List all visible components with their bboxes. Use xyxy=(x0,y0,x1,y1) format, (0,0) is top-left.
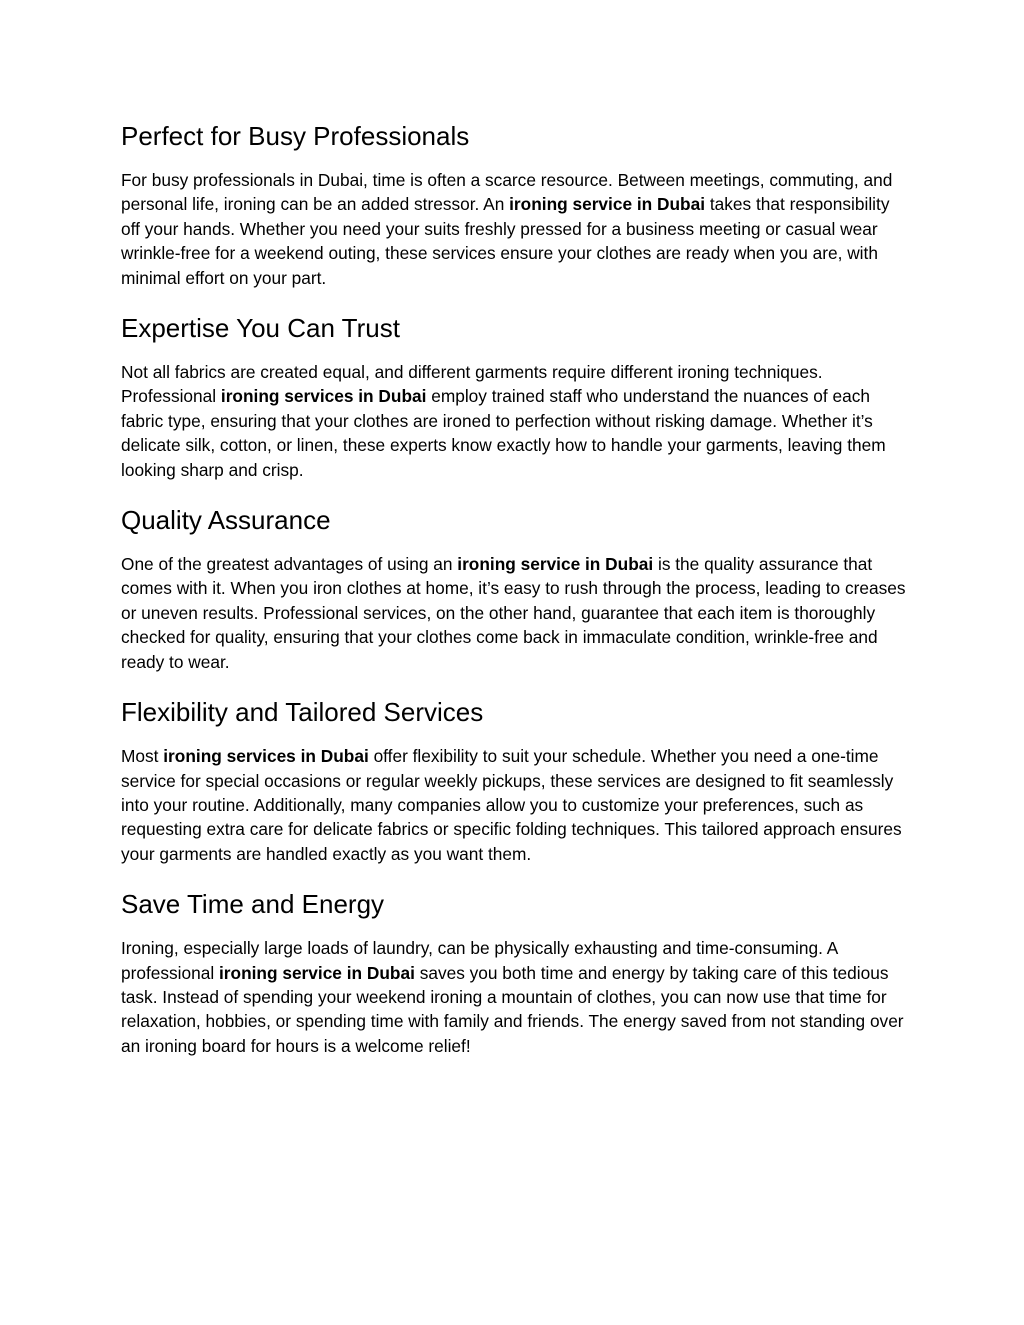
section-paragraph xyxy=(121,552,911,674)
keyword-bold: ironing service in Dubai xyxy=(457,554,654,575)
paragraph-text: Ironing, especially large loads of laundry, can be physically exhausting and time-consuming. A professional xyxy=(121,938,838,983)
section-heading: Perfect for Busy Professionals xyxy=(121,121,470,151)
keyword-bold: ironing services in Dubai xyxy=(220,386,427,407)
keyword-bold: ironing services in Dubai xyxy=(163,746,369,767)
section-save-time xyxy=(121,887,911,1058)
section-paragraph xyxy=(121,360,911,482)
document-page xyxy=(121,100,911,1079)
section-heading: Save Time and Energy xyxy=(121,889,385,920)
paragraph-text: offer flexibility to suit your schedule. Whether you need a one-time service for special occasions or regular weekly pickups, these services are designed to fit seamlessly into your routine. Additionally, many companies allow you to customize your preferences, such as requesting extra care for delicate fabrics or specific folding techniques. This tailored approach ensures your garments are handled exactly as you want them. xyxy=(121,746,902,864)
section-paragraph xyxy=(121,936,911,1058)
paragraph-text: For busy professionals in Dubai, time is often a scarce resource. Between meetings, commuting, and personal life, ironing can be an added stressor. An xyxy=(121,170,893,215)
section-quality-assurance xyxy=(121,503,911,674)
paragraph-text: One of the greatest advantages of using an xyxy=(121,554,458,575)
section-heading: Quality Assurance xyxy=(121,505,331,536)
keyword-bold: ironing service in Dubai xyxy=(218,962,415,983)
paragraph-text: takes that responsibility off your hands. Whether you need your suits freshly pressed for a business meeting or casual wear wrinkle-free for a weekend outing, these services ensure your clothes are ready when you are, with minimal effort on your part. xyxy=(121,194,890,288)
section-expertise xyxy=(121,311,911,482)
section-paragraph xyxy=(121,168,911,290)
section-heading: Expertise You Can Trust xyxy=(121,313,400,344)
section-paragraph xyxy=(121,744,911,866)
paragraph-text: is the quality assurance that comes with it. When you iron clothes at home, it’s easy to rush through the process, leading to creases or uneven results. Professional services, on the other hand, guarantee that each item is thoroughly checked for quality, ensuring that your clothes come back in immaculate condition, wrinkle-free and ready to wear. xyxy=(121,554,906,672)
keyword-bold: ironing service in Dubai xyxy=(509,194,706,215)
paragraph-text: Most xyxy=(121,746,164,767)
section-heading: Flexibility and Tailored Services xyxy=(121,697,484,728)
section-busy-professionals xyxy=(121,119,911,290)
paragraph-text: employ trained staff who understand the nuances of each fabric type, ensuring that your clothes are ironed to perfection without risking damage. Whether it’s delicate silk, cotton, or linen, these experts know exactly how to handle your garments, leaving them looking sharp and crisp. xyxy=(121,386,886,480)
paragraph-text: Not all fabrics are created equal, and different garments require different ironing techniques. Professional xyxy=(121,362,823,407)
paragraph-text: saves you both time and energy by taking care of this tedious task. Instead of spending your weekend ironing a mountain of clothes, you can now use that time for relaxation, hobbies, or spending time with family and friends. The energy saved from not standing over an ironing board for hours is a welcome relief! xyxy=(121,962,904,1056)
section-flexibility xyxy=(121,695,911,866)
